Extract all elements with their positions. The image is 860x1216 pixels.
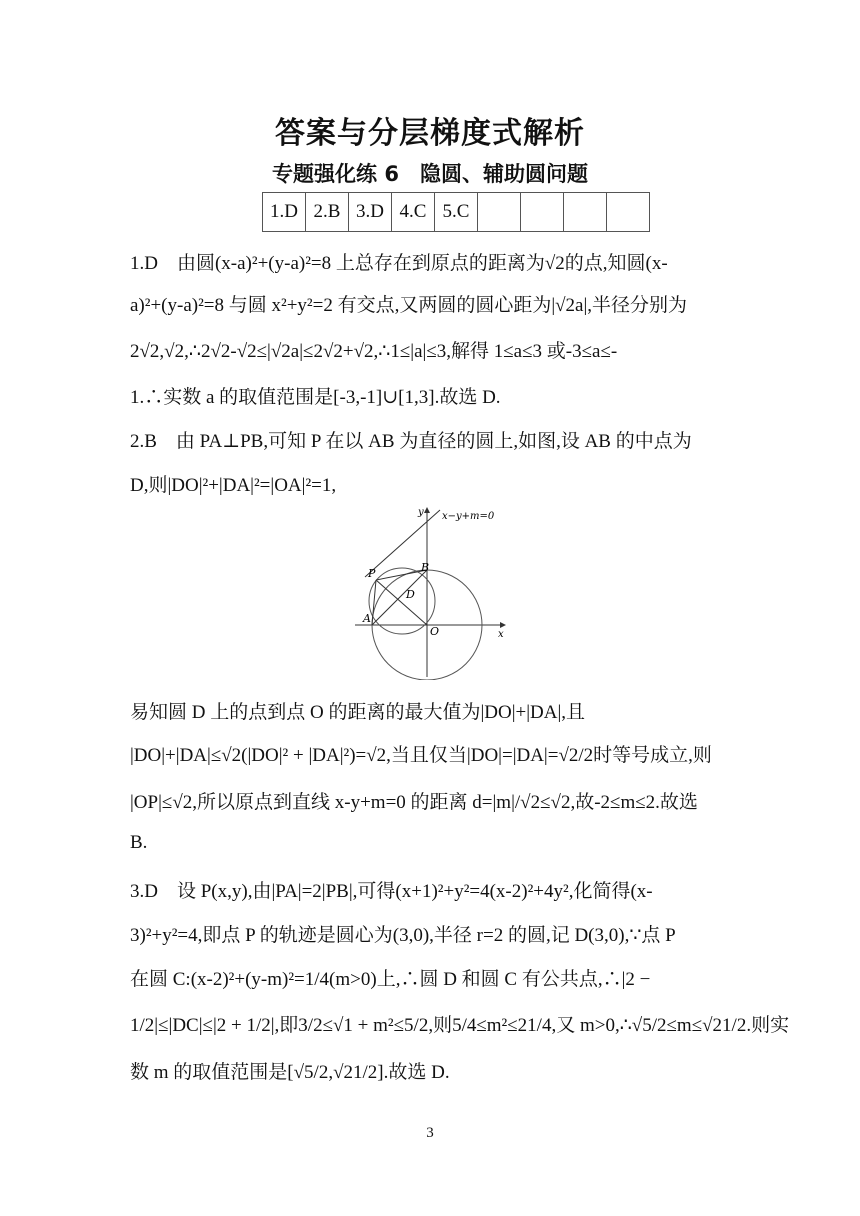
answer-cell: 3.D [349, 193, 392, 232]
section-subtitle: 专题强化练 6 隐圆、辅助圆问题 [272, 162, 588, 186]
solution-line: 2.B 由 PA⊥PB,可知 P 在以 AB 为直径的圆上,如图,设 AB 的中点为 [130, 431, 692, 452]
solution-line: 易知圆 D 上的点到点 O 的距离的最大值为|DO|+|DA|,且 [130, 702, 586, 723]
point-a-label: A [363, 612, 371, 625]
line-label: x−y+m=0 [442, 511, 495, 522]
answer-cell: 1.D [263, 193, 306, 232]
solution-line: 3)²+y²=4,即点 P 的轨迹是圆心为(3,0),半径 r=2 的圆,记 D(3,0),∵点 P [130, 925, 676, 946]
answer-cell: 4.C [392, 193, 435, 232]
answer-cell [564, 193, 607, 232]
answer-cell [478, 193, 521, 232]
solution-line: 数 m 的取值范围是[√5/2,√21/2].故选 D. [130, 1062, 450, 1083]
solution-line: 1.∴实数 a 的取值范围是[-3,-1]∪[1,3].故选 D. [130, 387, 501, 408]
answer-table [262, 192, 650, 232]
page-number: 3 [426, 1125, 434, 1141]
answer-cell [521, 193, 564, 232]
solution-line: 2√2,√2,∴2√2-√2≤|√2a|≤2√2+√2,∴1≤|a|≤3,解得 1≤a≤3 或-3≤a≤- [130, 341, 618, 362]
answer-cell: 2.B [306, 193, 349, 232]
solution-line: D,则|DO|²+|DA|²=|OA|²=1, [130, 475, 337, 496]
geometry-figure [350, 505, 515, 680]
answer-cell: 5.C [435, 193, 478, 232]
point-d-label: D [406, 588, 415, 601]
point-b-label: B [421, 561, 430, 574]
solution-line: B. [130, 832, 148, 853]
page-title: 答案与分层梯度式解析 [275, 116, 585, 151]
solution-line: 在圆 C:(x-2)²+(y-m)²=1/4(m>0)上,∴圆 D 和圆 C 有公共点,∴|2 − [130, 969, 651, 990]
solution-line: 1.D 由圆(x-a)²+(y-a)²=8 上总存在到原点的距离为√2的点,知圆(x- [130, 253, 668, 274]
solution-line: a)²+(y-a)²=8 与圆 x²+y²=2 有交点,又两圆的圆心距为|√2a|,半径分别为 [130, 295, 688, 316]
answer-cell [607, 193, 650, 232]
solution-line: |DO|+|DA|≤√2(|DO|² + |DA|²)=√2,当且仅当|DO|=|DA|=√2/2时等号成立,则 [130, 745, 712, 766]
solution-line: 3.D 设 P(x,y),由|PA|=2|PB|,可得(x+1)²+y²=4(x-2)²+4y²,化简得(x- [130, 881, 653, 902]
solution-line: 1/2|≤|DC|≤|2 + 1/2|,即3/2≤√1 + m²≤5/2,则5/4≤m²≤21/4,又 m>0,∴√5/2≤m≤√21/2.则实 [130, 1015, 790, 1036]
solution-line: |OP|≤√2,所以原点到直线 x-y+m=0 的距离 d=|m|/√2≤√2,故-2≤m≤2.故选 [130, 792, 698, 813]
axis-y-label: y [418, 507, 424, 518]
axis-x-label: x [498, 629, 504, 640]
point-p-label: P [368, 567, 376, 580]
point-o-label: O [430, 625, 440, 638]
